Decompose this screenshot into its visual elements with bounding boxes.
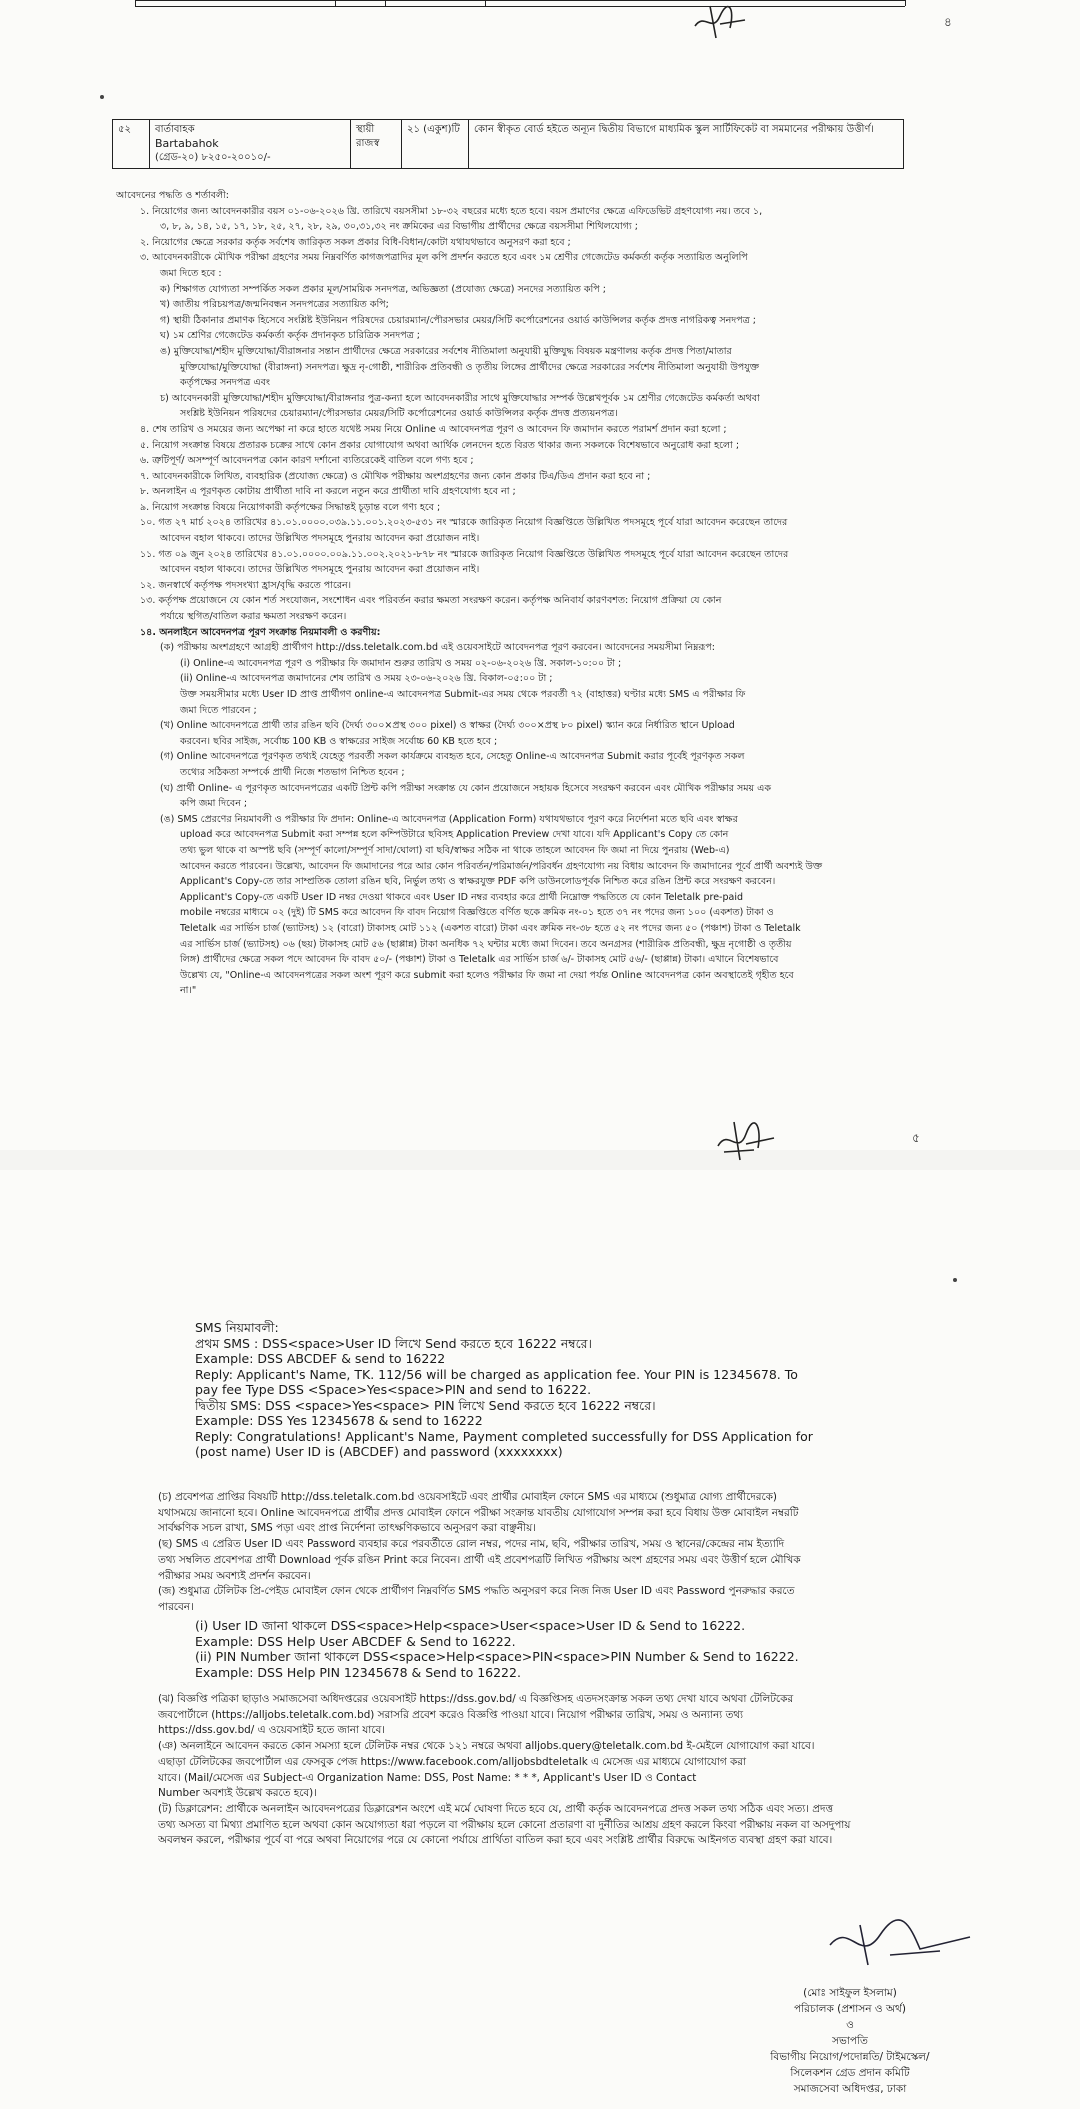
text-line: আবেদন বহাল থাকবে। তাদের উল্লিখিত পদসমূহে পুনরায় আবেদন করা প্রয়োজন নাই।	[160, 533, 480, 545]
text-line: সংশ্লিষ্ট ইউনিয়ন পরিষদের চেয়ারম্যান/পৌরসভার মেয়র/সিটি কর্পোরেশনের ওয়ার্ড কাউন্সিলর কর্তৃক প্রদত্ত প্রত্যয়নপত্র।	[180, 408, 618, 420]
text-line: অবলম্বন করলে, পরীক্ষার পূর্বে বা পরে অথবা নিয়োগের পরে যে কোনো পর্যায়ে প্রার্থিতা বাতিল করা হবে এবং সংশ্লিষ্ট প্রার্থীর বিরুদ্ধে আইনগত ব্যবস্থা গ্রহণ করা যাবে।	[158, 1834, 833, 1847]
signature-mark	[710, 1120, 780, 1164]
text-line: ২. নিয়োগের ক্ষেত্রে সরকার কর্তৃক সর্বশেষ জারিকৃত সকল প্রকার বিধি-বিধান/কোটা যথাযথভাবে অনুসরণ করা হবে ;	[140, 236, 571, 248]
text-line: ১. নিয়োগের জন্য আবেদনকারীর বয়স ০১-০৬-২০২৬ খ্রি. তারিখে বয়সসীমা ১৮-৩২ বছরের মধ্যে হতে হবে। বয়স প্রমাণের ক্ষেত্রে এফিডেভিট গ্রহণযোগ্য নয়। তবে ১,	[140, 205, 763, 217]
text-line: এছাড়া টেলিটকের জবপোর্টাল এর ফেসবুক পেজ https://www.facebook.com/alljobsbdteletalk এ মেসেজ এর মাধ্যমে যোগাযোগ করা	[158, 1755, 746, 1768]
office-line: সমাজসেবা অধিদপ্তর, ঢাকা	[793, 2083, 907, 2095]
text-line: পরীক্ষার সময় অবশ্যই প্রদর্শন করবেন।	[158, 1569, 311, 1582]
text-line: ১৪. অনলাইনে আবেদনপত্র পূরণ সংক্রান্ত নিয়মাবলী ও করণীয়:	[140, 626, 381, 638]
text-line: (খ) Online আবেদনপত্রে প্রার্থী তার রঙিন ছবি (দৈর্ঘ্য ৩০০×প্রস্থ ৩০০ pixel) ও স্বাক্ষর (দৈর্ঘ্য ৩০০×প্রস্থ ৮০ pixel) স্ক্যান করে নির্ধারিত স্থানে Upload	[160, 720, 735, 732]
post-name-bn: বার্তাবাহক	[155, 124, 195, 135]
text-line: কপি জমা দিবেন ;	[180, 798, 248, 810]
page-number: ৪	[944, 15, 952, 29]
text-line: Example: DSS Yes 12345678 & send to 16222	[195, 1413, 483, 1428]
text-line: (ii) Online-এ আবেদনপত্র জমাদানের শেষ তারিখ ও সময় ২৩-০৬-২০২৬ খ্রি. বিকাল-০৫:০০ টা ;	[180, 673, 553, 685]
text-line: চ) আবেদনকারী মুক্তিযোদ্ধা/শহীদ মুক্তিযোদ্ধা/বীরাঙ্গনার পুত্র-কন্যা হলে আবেদনকারীর সাথে মুক্তিযোদ্ধার সম্পর্ক উল্লেখপূর্বক ১ম শ্রেণীর গেজেটেড কর্মকর্তা অথবা	[160, 392, 760, 404]
text-line: mobile নম্বরের মাধ্যমে ০২ (দুই) টি SMS করে আবেদন ফি বাবদ নিয়োগ বিজ্ঞপ্তিতে বর্ণিত ছকে ক্রমিক নং-০১ হতে ৩৭ নং পদের জন্য ১০০ (একশত) টাকা ও	[180, 907, 774, 919]
signatory-and: ও	[846, 2019, 854, 2031]
text-line: SMS নিয়মাবলী:	[195, 1320, 279, 1335]
text-line: (i) User ID জানা থাকলে DSS<space>Help<space>User<space>User ID & Send to 16222.	[195, 1618, 746, 1633]
signatory-name: (মোঃ সাইফুল ইসলাম)	[803, 1987, 897, 1999]
scan-speck	[953, 1278, 957, 1282]
text-line: ১০. গত ২৭ মার্চ ২০২৪ তারিখের ৪১.০১.০০০০.০৩৯.১১.০০১.২০২৩-৫৩১ নং স্মারকে জারিকৃত নিয়োগ বিজ্ঞপ্তিতে উল্লিখিত পদসমূহে পূর্বে যারা আবেদন করেছেন তাদের	[140, 517, 788, 529]
text-line: উল্লেখ্য যে, "Online-এ আবেদনপত্রের সকল অংশ পূরণ করে submit করা হলেও পরীক্ষার ফি জমা না দেয়া পর্যন্ত Online আবেদনপত্র কোন অবস্থাতেই গৃহীত হবে	[180, 969, 794, 981]
text-line: ৯. নিয়োগ সংক্রান্ত বিষয়ে নিয়োগকারী কর্তৃপক্ষের সিদ্ধান্তই চূড়ান্ত বলে গণ্য হবে ;	[140, 501, 441, 513]
text-line: উক্ত সময়সীমার মধ্যে User ID প্রাপ্ত প্রার্থীগণ online-এ আবেদনপত্র Submit-এর সময় থেকে পরবর্তী ৭২ (বাহাত্তর) ঘণ্টার মধ্যে SMS এ পরীক্ষার ফি	[180, 689, 746, 700]
text-line: ঘ) ১ম শ্রেণির গেজেটেড কর্মকর্তা কর্তৃক প্রদানকৃত চারিত্রিক সনদপত্র ;	[160, 330, 420, 342]
post-name-cell	[150, 120, 351, 169]
text-line: ৩. আবেদনকারীকে মৌখিক পরীক্ষা গ্রহণের সময় নিম্নবর্ণিত কাগজপত্রাদির মূল কপি প্রদর্শন করতে হবে এবং ১ম শ্রেণীর গেজেটেড কর্মকর্তা কর্তৃক সত্যায়িত অনুলিপি	[140, 252, 748, 264]
text-line: ৭. আবেদনকারীকে লিখিত, ব্যবহারিক (প্রযোজ্য ক্ষেত্রে) ও মৌখিক পরীক্ষায় অংশগ্রহণের জন্য কোন প্রকার টিএ/ডিএ প্রদান করা হবে না ;	[140, 470, 651, 482]
text-line: Example: DSS Help User ABCDEF & Send to 16222.	[195, 1633, 516, 1649]
text-line: তথ্য অসত্য বা মিথ্যা প্রমাণিত হলে অথবা কোন অযোগ্যতা ধরা পড়লে বা পরীক্ষায় হলে কোনো প্রতারণা বা দুর্নীতির আশ্রয় গ্রহণ করলে কিংবা পরীক্ষায় নকল বা অসদুপায়	[158, 1818, 851, 1831]
text-line: pay fee Type DSS <Space>Yes<space>PIN and send to 16222.	[195, 1382, 592, 1397]
table-top-border	[135, 0, 905, 1]
signature-mark	[690, 4, 750, 40]
recovery-sms-section	[195, 1618, 955, 1680]
text-line: (ক) পরীক্ষায় অংশগ্রহণে আগ্রহী প্রার্থীগণ http://dss.teletalk.com.bd এই ওয়েবসাইটে আবেদনপত্র পূরণ করবেন। আবেদনের সময়সীমা নিম্নরূপ:	[160, 642, 715, 654]
text-line: তথ্য সম্বলিত প্রবেশপত্র প্রার্থী Download পূর্বক রঙিন Print করে নিবেন। প্রার্থী এই প্রবেশপত্রটি লিখিত পরীক্ষায় অংশ গ্রহণের সময় এবং উত্তীর্ণ হলে মৌখিক	[158, 1553, 801, 1566]
scan-speck	[100, 95, 104, 99]
text-line: ৪. শেষ তারিখ ও সময়ের জন্য অপেক্ষা না করে হাতে যথেষ্ট সময় নিয়ে Online এ আবেদনপত্র পূরণ ও আবেদন ফি জমাদান করতে পরামর্শ প্রদান করা হলো ;	[140, 423, 727, 435]
post-type-cell: স্থায়ী রাজস্ব	[351, 120, 402, 169]
text-line: Reply: Congratulations! Applicant's Name, Payment completed successfully for DSS Application for	[195, 1428, 813, 1444]
text-line: তথ্য ভুল থাকে বা অস্পষ্ট ছবি (সম্পূর্ণ কালো/সম্পূর্ণ সাদা/ঘোলা) বা ছবি/স্বাক্ষর সঠিক না থাকে তাহলে আবেদন ফি জমা না দিয়ে পুনরায় (Web-এ)	[180, 844, 730, 856]
text-line: (চ) প্রবেশপত্র প্রাপ্তির বিষয়টি http://dss.teletalk.com.bd ওয়েবসাইটে এবং প্রার্থীর মোবাইল ফোনে SMS এর মাধ্যমে (শুধুমাত্র যোগ্য প্রার্থীদেরকে)	[158, 1491, 777, 1503]
text-line: (post name) User ID is (ABCDEF) and password (xxxxxxxx)	[195, 1444, 563, 1459]
text-line: https://dss.gov.bd/ এ ওয়েবসাইট হতে জানা যাবে।	[158, 1724, 385, 1737]
signatory-designation: পরিচালক (প্রশাসন ও অর্থ)	[794, 2003, 906, 2015]
text-line: Example: DSS Help PIN 12345678 & Send to 16222.	[195, 1664, 521, 1680]
text-line: আবেদন করতে পারবেন। উল্লেখ্য, আবেদন ফি জমাদানের পরে আর কোন পরিবর্তন/পরিমার্জন/পরিবর্ধন গ্রহণযোগ্য নয় বিধায় আবেদন ফি জমাদানের পূর্বে প্রার্থী অবশ্যই উক্ত	[180, 860, 823, 872]
text-line: যাবে। (Mail/মেসেজ এর Subject-এ Organization Name: DSS, Post Name: * * *, Applicant's User ID ও Contact	[158, 1771, 697, 1784]
text-line: আবেদনের পদ্ধতি ও শর্তাবলী:	[116, 190, 229, 201]
director-signature	[820, 1915, 980, 1975]
text-line: করবেন। ছবির সাইজ, সর্বোচ্চ 100 KB ও স্বাক্ষরের সাইজ সর্বোচ্চ 60 KB হতে হবে ;	[180, 735, 498, 747]
text-line: জমা দিতে পারবেন ;	[180, 704, 257, 716]
text-line: (ছ) SMS এ প্রেরিত User ID এবং Password ব্যবহার করে পরবর্তীতে রোল নম্বর, পদের নাম, ছবি, পরীক্ষার তারিখ, সময় ও স্থানের/কেন্দ্রের নাম ইত্যাদি	[158, 1538, 785, 1551]
contact-and-declaration	[158, 1692, 958, 1849]
text-line: (ট) ডিক্লারেশন: প্রার্থীকে অনলাইন আবেদনপত্রের ডিক্লারেশন অংশে এই মর্মে ঘোষণা দিতে হবে যে, প্রার্থী কর্তৃক আবেদনপত্রে প্রদত্ত সকল তথ্য সঠিক এবং সত্য। প্রদত্ত	[158, 1802, 833, 1815]
text-line: Applicant's Copy-তে তার সাম্প্রতিক তোলা রঙিন ছবি, নির্ভুল তথ্য ও স্বাক্ষরযুক্ত PDF কপি ডাউনলোডপূর্বক নিশ্চিত করে রঙিন প্রিন্ট করে সংরক্ষণ করবেন।	[180, 876, 776, 888]
text-line: খ) জাতীয় পরিচয়পত্র/জন্মনিবন্ধন সনদপত্রের সত্যায়িত কপি;	[160, 299, 389, 311]
text-line: ১১. গত ০৯ জুন ২০২৪ তারিখের ৪১.০১.০০০০.০০৯.১১.০০২.২০২১-৮৭৮ নং স্মারকে জারিকৃত নিয়োগ বিজ্ঞপ্তিতে উল্লিখিত পদসমূহে পূর্বে যারা আবেদন করেছেন তাদের	[140, 548, 789, 560]
text-line: লিঙ্গ) প্রার্থীদের ক্ষেত্রে সকল পদে আবেদন ফি বাবদ ৫০/- (পঞ্চাশ) টাকা ও Teletalk এর সার্ভিস চার্জ ৬/- টাকাসহ মোট ৫৬/- (ছাপ্পান্ন) টাকা। এখানে বিশেষভাবে	[180, 954, 779, 966]
page-number: ৫	[912, 1131, 920, 1145]
text-line: (ঞ) অনলাইনে আবেদন করতে কোন সমস্যা হলে টেলিটক নম্বর থেকে ১২১ নম্বরে অথবা alljobs.query@teletalk.com.bd ই-মেইলে যোগাযোগ করা যাবে।	[158, 1740, 815, 1753]
text-line: পারবেন।	[158, 1600, 194, 1613]
text-line: ৫. নিয়োগ সংক্রান্ত বিষয়ে প্রতারক চক্রের সাথে কোন প্রকার যোগাযোগ অথবা আর্থিক লেনদেন হতে বিরত থাকার জন্য সকলকে বিশেষভাবে অনুরোধ করা হলো ;	[140, 439, 740, 451]
text-line: Teletalk এর সার্ভিস চার্জ (ভ্যাটসহ) ১২ (বারো) টাকাসহ মোট ১১২ (একশত বারো) টাকা এবং ক্রমিক নং-৩৮ হতে ৫২ নং পদের জন্য ৫০ (পঞ্চাশ) টাকা ও Teletalk	[180, 922, 801, 934]
committee-line-2: সিলেকশন গ্রেড প্রদান কমিটি	[790, 2067, 910, 2079]
table-top-line	[905, 0, 906, 6]
text-line: ৩, ৮, ৯, ১৪, ১৫, ১৭, ১৮, ২৫, ২৭, ২৮, ২৯, ৩০,৩১,৩২ নং ক্রমিকের এর বিভাগীয় প্রার্থীদের ক্ষেত্রে বয়সসীমা শিথিলযোগ্য ;	[160, 221, 638, 233]
text-line: (গ) Online আবেদনপত্রে পূরণকৃত তথ্যই যেহেতু পরবর্তী সকল কার্যক্রমে ব্যবহৃত হবে, সেহেতু Online-এ আবেদনপত্র Submit করার পূর্বেই পূরণকৃত সকল	[160, 751, 745, 763]
text-line: প্রথম SMS : DSS<space>User ID লিখে Send করতে হবে 16222 নম্বরে।	[195, 1335, 593, 1351]
text-line: এর সার্ভিস চার্জ (ভ্যাটসহ) ০৬ (ছয়) টাকাসহ মোট ৫৬ (ছাপ্পান্ন) টাকা অনধিক ৭২ ঘন্টার মধ্যে জমা দিবেন। তবে অনগ্রসর (শারীরিক প্রতিবন্ধী, ক্ষুদ্র নৃগোষ্ঠী ও তৃতীয়	[180, 938, 792, 950]
text-line: Example: DSS ABCDEF & send to 16222	[195, 1351, 446, 1366]
text-line: upload করে আবেদনপত্র Submit করা সম্পন্ন হলে কম্পিউটারে ছবিসহ Application Preview দেখা যাবে। যদি Applicant's Copy তে কোন	[180, 829, 729, 841]
signature-block	[700, 1985, 1000, 2097]
text-line: গ) স্থায়ী ঠিকানার প্রমাণক হিসেবে সংশ্লিষ্ট ইউনিয়ন পরিষদের চেয়ারম্যান/পৌরসভার মেয়র/সিটি কর্পোরেশনের ওয়ার্ড কাউন্সিলর কর্তৃক প্রদত্ত নাগরিকত্ব সনদপত্র ;	[160, 314, 756, 326]
text-line: ৬. ত্রুটিপূর্ণ/ অসম্পূর্ণ আবেদনপত্র কোন কারণ দর্শানো ব্যতিরেকেই বাতিল বলে গণ্য হবে ;	[140, 455, 474, 467]
text-line: (জ) শুধুমাত্র টেলিটক প্রি-পেইড মোবাইল ফোন থেকে প্রার্থীগণ নিম্নবর্ণিত SMS পদ্ধতি অনুসরণ করে নিজ নিজ User ID এবং Password পুনরুদ্ধার করতে	[158, 1585, 795, 1598]
text-line: (ii) PIN Number জানা থাকলে DSS<space>Help<space>PIN<space>PIN Number & Send to 16222.	[195, 1649, 799, 1664]
serial-cell: ৫২	[113, 120, 150, 169]
text-line: (ঝ) বিজ্ঞপ্তি পত্রিকা ছাড়াও সমাজসেবা অধিদপ্তরের ওয়েবসাইট https://dss.gov.bd/ এ বিজ্ঞপ্তিসহ এতদসংক্রান্ত সকল তথ্য দেখা যাবে অথবা টেলিটকের	[158, 1693, 794, 1705]
text-line: ৮. অনলাইন এ পূরণকৃত কোটায় প্রার্থীতা দাবি না করলে নতুন করে প্রার্থীতা দাবি গ্রহণযোগ্য হবে না ;	[140, 486, 516, 498]
text-line: সার্বক্ষণিক সচল রাখা, SMS পড়া এবং প্রাপ্ত নির্দেশনা তাৎক্ষণিকভাবে অনুসরণ করা বাঞ্ছনীয়।	[158, 1522, 536, 1535]
job-table-row	[112, 119, 904, 169]
text-line: (ঙ) SMS প্রেরণের নিয়মাবলী ও পরীক্ষার ফি প্রদান: Online-এ আবেদনপত্র (Application Form) যথাযথভাবে পূরণ করে নির্দেশনা মতে ছবি এবং স্বাক্ষর	[160, 813, 738, 825]
text-line: ক) শিক্ষাগত যোগ্যতা সম্পর্কিত সকল প্রকার মূল/সাময়িক সনদপত্র, অভিজ্ঞতা (প্রযোজ্য ক্ষেত্রে) সনদের সত্যায়িত কপি ;	[160, 283, 606, 295]
committee-line-1: বিভাগীয় নিয়োগ/পদোন্নতি/ টাইমস্কেল/	[770, 2051, 930, 2063]
sms-rules-section	[195, 1320, 955, 1460]
text-line: ১২. জনস্বার্থে কর্তৃপক্ষ পদসংখ্যা হ্রাস/বৃদ্ধি করতে পারেন।	[140, 579, 352, 591]
text-line: দ্বিতীয় SMS: DSS <space>Yes<space> PIN লিখে Send করতে হবে 16222 নম্বরে।	[195, 1397, 656, 1413]
text-line: Reply: Applicant's Name, TK. 112/56 will be charged as application fee. Your PIN is 12345678. To	[195, 1366, 798, 1382]
post-name-en: Bartabahok	[155, 136, 219, 150]
text-line: মুক্তিযোদ্ধা/মুক্তিযোদ্ধা (বীরাঙ্গনা) সনদপত্র। ক্ষুদ্র নৃ-গোষ্ঠী, শারীরিক প্রতিবন্ধী ও তৃতীয় লিঙ্গের প্রার্থীদের ক্ষেত্রে সরকারের সর্বশেষ নীতিমালা অনুযায়ী উপযুক্ত	[180, 361, 759, 373]
text-line: যথাসময়ে জানানো হবে। Online আবেদনপত্রে প্রার্থীর প্রদত্ত মোবাইল ফোনে পরীক্ষা সংক্রান্ত যাবতীয় যোগাযোগ সম্পন্ন করা হবে বিধায় উক্ত মোবাইল নম্বরটি	[158, 1506, 799, 1519]
table-top-border	[135, 6, 905, 7]
text-line: ১৩. কর্তৃপক্ষ প্রয়োজনে যে কোন শর্ত সংযোজন, সংশোধন এবং পরিবর্তন করার ক্ষমতা সংরক্ষণ করেন। কর্তৃপক্ষ অনিবার্য কারণবশত: নিয়োগ প্রক্রিয়া যে কোন	[140, 595, 722, 607]
post-grade: (গ্রেড-২০) ৮২৫০-২০০১০/-	[155, 152, 271, 164]
text-line: (i) Online-এ আবেদনপত্র পূরণ ও পরীক্ষার ফি জমাদান শুরুর তারিখ ও সময় ০২-০৬-২০২৬ খ্রি. সকাল-১০:০০ টা ;	[180, 657, 622, 669]
text-line: না।"	[180, 985, 197, 997]
conditions-section	[116, 188, 942, 999]
post-count-cell: ২১ (একুশ)টি	[402, 120, 469, 169]
qualification-cell: কোন স্বীকৃত বোর্ড হইতে অন্যূন দ্বিতীয় বিভাগে মাধ্যমিক স্কুল সার্টিফিকেট বা সমমানের পরীক্ষায় উত্তীর্ণ।	[469, 120, 904, 169]
text-line: কর্তৃপক্ষের সনদপত্র এবং	[180, 377, 270, 389]
text-line: জবপোর্টালে (https://alljobs.teletalk.com.bd) সরাসরি প্রবেশ করেও বিজ্ঞপ্তি পাওয়া যাবে। নিয়োগ পরীক্ষার তারিখ, সময় ও অন্যান্য তথ্য	[158, 1708, 744, 1721]
text-line: তথ্যের সঠিকতা সম্পর্কে প্রার্থী নিজে শতভাগ নিশ্চিত হবেন ;	[180, 766, 405, 778]
text-line: আবেদন বহাল থাকবে। তাদের উল্লিখিত পদসমূহে পুনরায় আবেদন করা প্রয়োজন নাই।	[160, 564, 480, 576]
text-line: Applicant's Copy-তে একটি User ID নম্বর দেওয়া থাকবে এবং User ID নম্বর ব্যবহার করে প্রার্থী নিম্নোক্ত পদ্ধতিতে যে কোন Teletalk pre-paid	[180, 891, 743, 903]
text-line: পর্যায়ে স্থগিত/বাতিল করার ক্ষমতা সংরক্ষণ করেন।	[160, 611, 347, 623]
text-line: Number অবশ্যই উল্লেখ করতে হবে)।	[158, 1787, 317, 1800]
text-line: জমা দিতে হবে :	[160, 267, 222, 279]
admit-card-rules	[158, 1490, 958, 1616]
text-line: (ঘ) প্রার্থী Online- এ পূরণকৃত আবেদনপত্রের একটি প্রিন্ট কপি পরীক্ষা সংক্রান্ত যে কোন প্রয়োজনে সহায়ক হিসেবে সংরক্ষণ করবেন এবং মৌখিক পরীক্ষার সময় এক	[160, 782, 772, 794]
signatory-role: সভাপতি	[832, 2035, 868, 2047]
text-line: ঙ) মুক্তিযোদ্ধা/শহীদ মুক্তিযোদ্ধা/বীরাঙ্গনার সন্তান প্রার্থীদের ক্ষেত্রে সরকারের সর্বশেষ নীতিমালা অনুযায়ী মুক্তিযুদ্ধ বিষয়ক মন্ত্রণালয় কর্তৃক প্রদত্ত পিতা/মাতার	[160, 345, 732, 357]
